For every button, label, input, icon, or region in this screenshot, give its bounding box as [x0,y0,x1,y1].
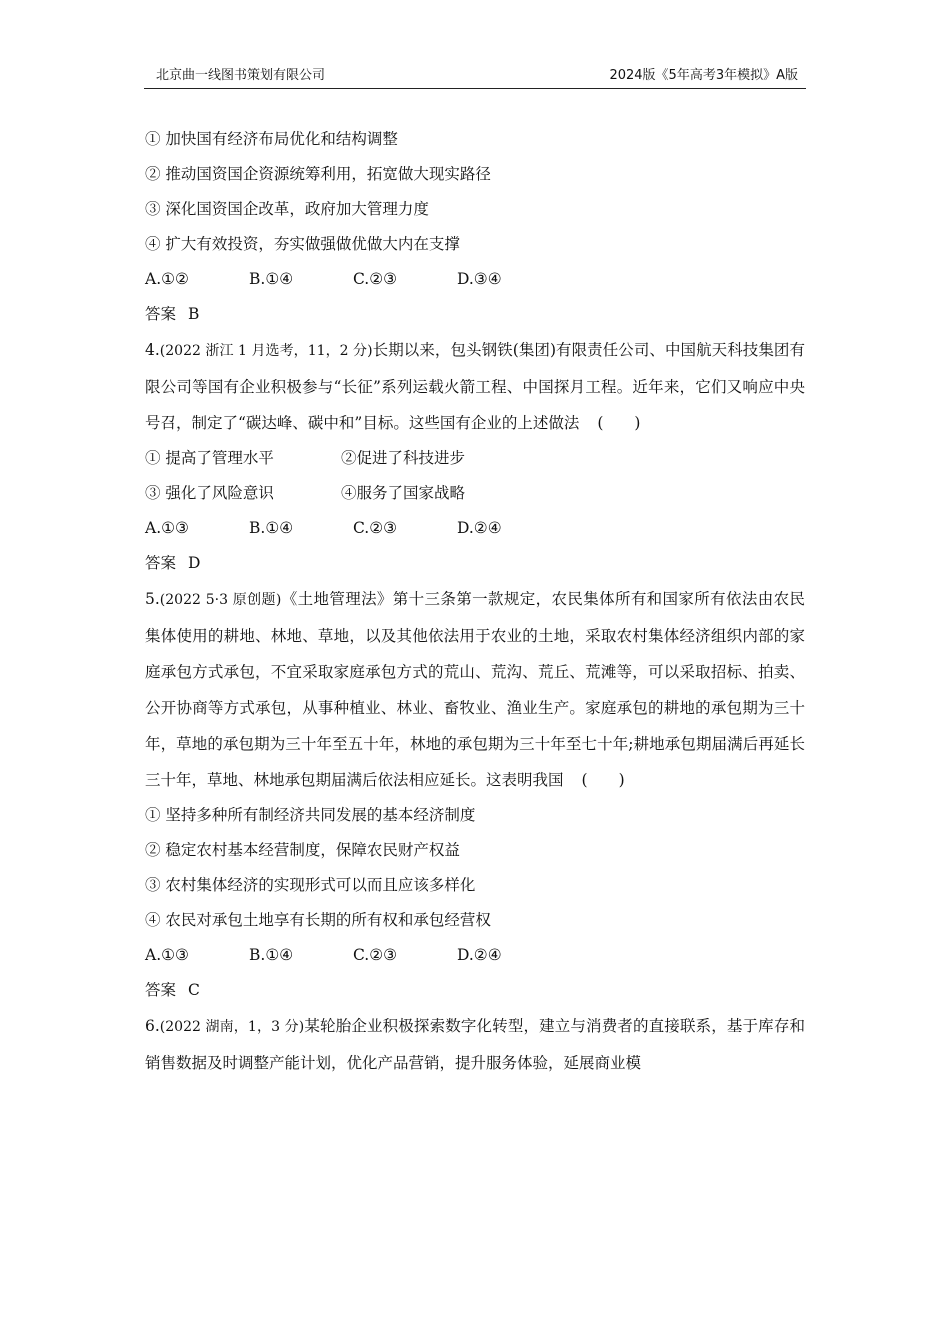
q4-choice-b: B.①④ [249,519,294,537]
header-edition: 2024版《5年高考3年模拟》A版 [609,68,798,83]
q4-answer-paren: ( ) [597,414,641,432]
q4-source: (2022 浙江 1 月选考，11，2 分) [159,343,373,359]
q5-option-1: ① 坚持多种所有制经济共同发展的基本经济制度 [145,806,476,824]
q5-stem-block [145,581,805,798]
q5-option-2: ② 稳定农村基本经营制度，保障农民财产权益 [145,841,460,859]
question-4 [145,332,805,581]
document-body [145,122,805,1081]
q5-choice-a: A.①③ [145,946,189,964]
q4-stem: 长期以来，包头钢铁(集团)有限责任公司、中国航天科技集团有限公司等国有企业积极参与“长征”系列运载火箭工程、中国探月工程。近年来，它们又响应中央号召，制定了“碳达峰、碳中和”目标。这些国有企业的上述做法 [145,341,805,432]
q5-option-4: ④ 农民对承包土地享有长期的所有权和承包经营权 [145,911,491,929]
q4-choice-c: C.②③ [353,519,398,537]
q3-choice-c: C.②③ [353,270,398,288]
q4-option-4: ④服务了国家战略 [341,484,466,502]
q3-choice-d: D.③④ [457,270,502,288]
q6-stem: 某轮胎企业积极探索数字化转型，建立与消费者的直接联系，基于库存和销售数据及时调整产能计划，优化产品营销，提升服务体验，延展商业模 [145,1017,805,1072]
q6-source: (2022 湖南，1，3 分) [159,1019,305,1035]
q4-number: 4. [145,341,160,359]
page-header [144,66,806,89]
question-6 [145,1008,805,1081]
q3-answer [145,297,805,332]
q6-number: 6. [145,1017,160,1035]
q3-choice-a: A.①② [145,270,189,288]
q3-choice-b: B.①④ [249,270,294,288]
q4-answer-label: 答案 [145,554,177,572]
q5-answer-label: 答案 [145,981,177,999]
question-5 [145,581,805,1008]
q4-options-row-1 [145,441,805,476]
q5-answer [145,973,805,1008]
q3-option-1: ① 加快国有经济布局优化和结构调整 [145,130,398,148]
q5-number: 5. [145,590,160,608]
q4-option-3: ③ 强化了风险意识 [145,484,274,502]
q4-stem-block [145,332,805,441]
q3-option-3: ③ 深化国资国企改革，政府加大管理力度 [145,200,429,218]
q4-option-1: ① 提高了管理水平 [145,449,274,467]
q5-answer-paren: ( ) [581,771,625,789]
q5-stem: 《土地管理法》第十三条第一款规定，农民集体所有和国家所有依法由农民集体使用的耕地、林地、草地，以及其他依法用于农业的土地，采取农村集体经济组织内部的家庭承包方式承包，不宜采取家庭承包方式的荒山、荒沟、荒丘、荒滩等，可以采取招标、拍卖、公开协商等方式承包，从事种植业、林业、畜牧业、渔业生产。家庭承包的耕地的承包期为三十年，草地的承包期为三十年至五十年，林地的承包期为三十年至七十年;耕地承包期届满后再延长三十年，草地、林地承包期届满后依法相应延长。这表明我国 [145,590,805,789]
q3-answer-label: 答案 [145,305,177,323]
q3-answer-value: B [188,305,200,323]
q5-choice-b: B.①④ [249,946,294,964]
q6-stem-block [145,1008,805,1081]
q5-choices [145,938,805,973]
q5-source: (2022 5·3 原创题) [159,592,282,608]
q5-answer-value: C [188,981,200,999]
question-3 [145,122,805,332]
q4-choice-d: D.②④ [457,519,502,537]
q4-options-row-2 [145,476,805,511]
q4-choice-a: A.①③ [145,519,189,537]
q3-choices [145,262,805,297]
q3-option-4: ④ 扩大有效投资，夯实做强做优做大内在支撑 [145,235,460,253]
header-publisher: 北京曲一线图书策划有限公司 [156,68,326,83]
q5-option-3: ③ 农村集体经济的实现形式可以而且应该多样化 [145,876,476,894]
q3-option-2: ② 推动国资国企资源统筹利用，拓宽做大现实路径 [145,165,491,183]
q4-option-2: ②促进了科技进步 [341,449,466,467]
q5-choice-d: D.②④ [457,946,502,964]
q4-answer [145,546,805,581]
q4-answer-value: D [188,554,201,572]
q5-choice-c: C.②③ [353,946,398,964]
q4-choices [145,511,805,546]
